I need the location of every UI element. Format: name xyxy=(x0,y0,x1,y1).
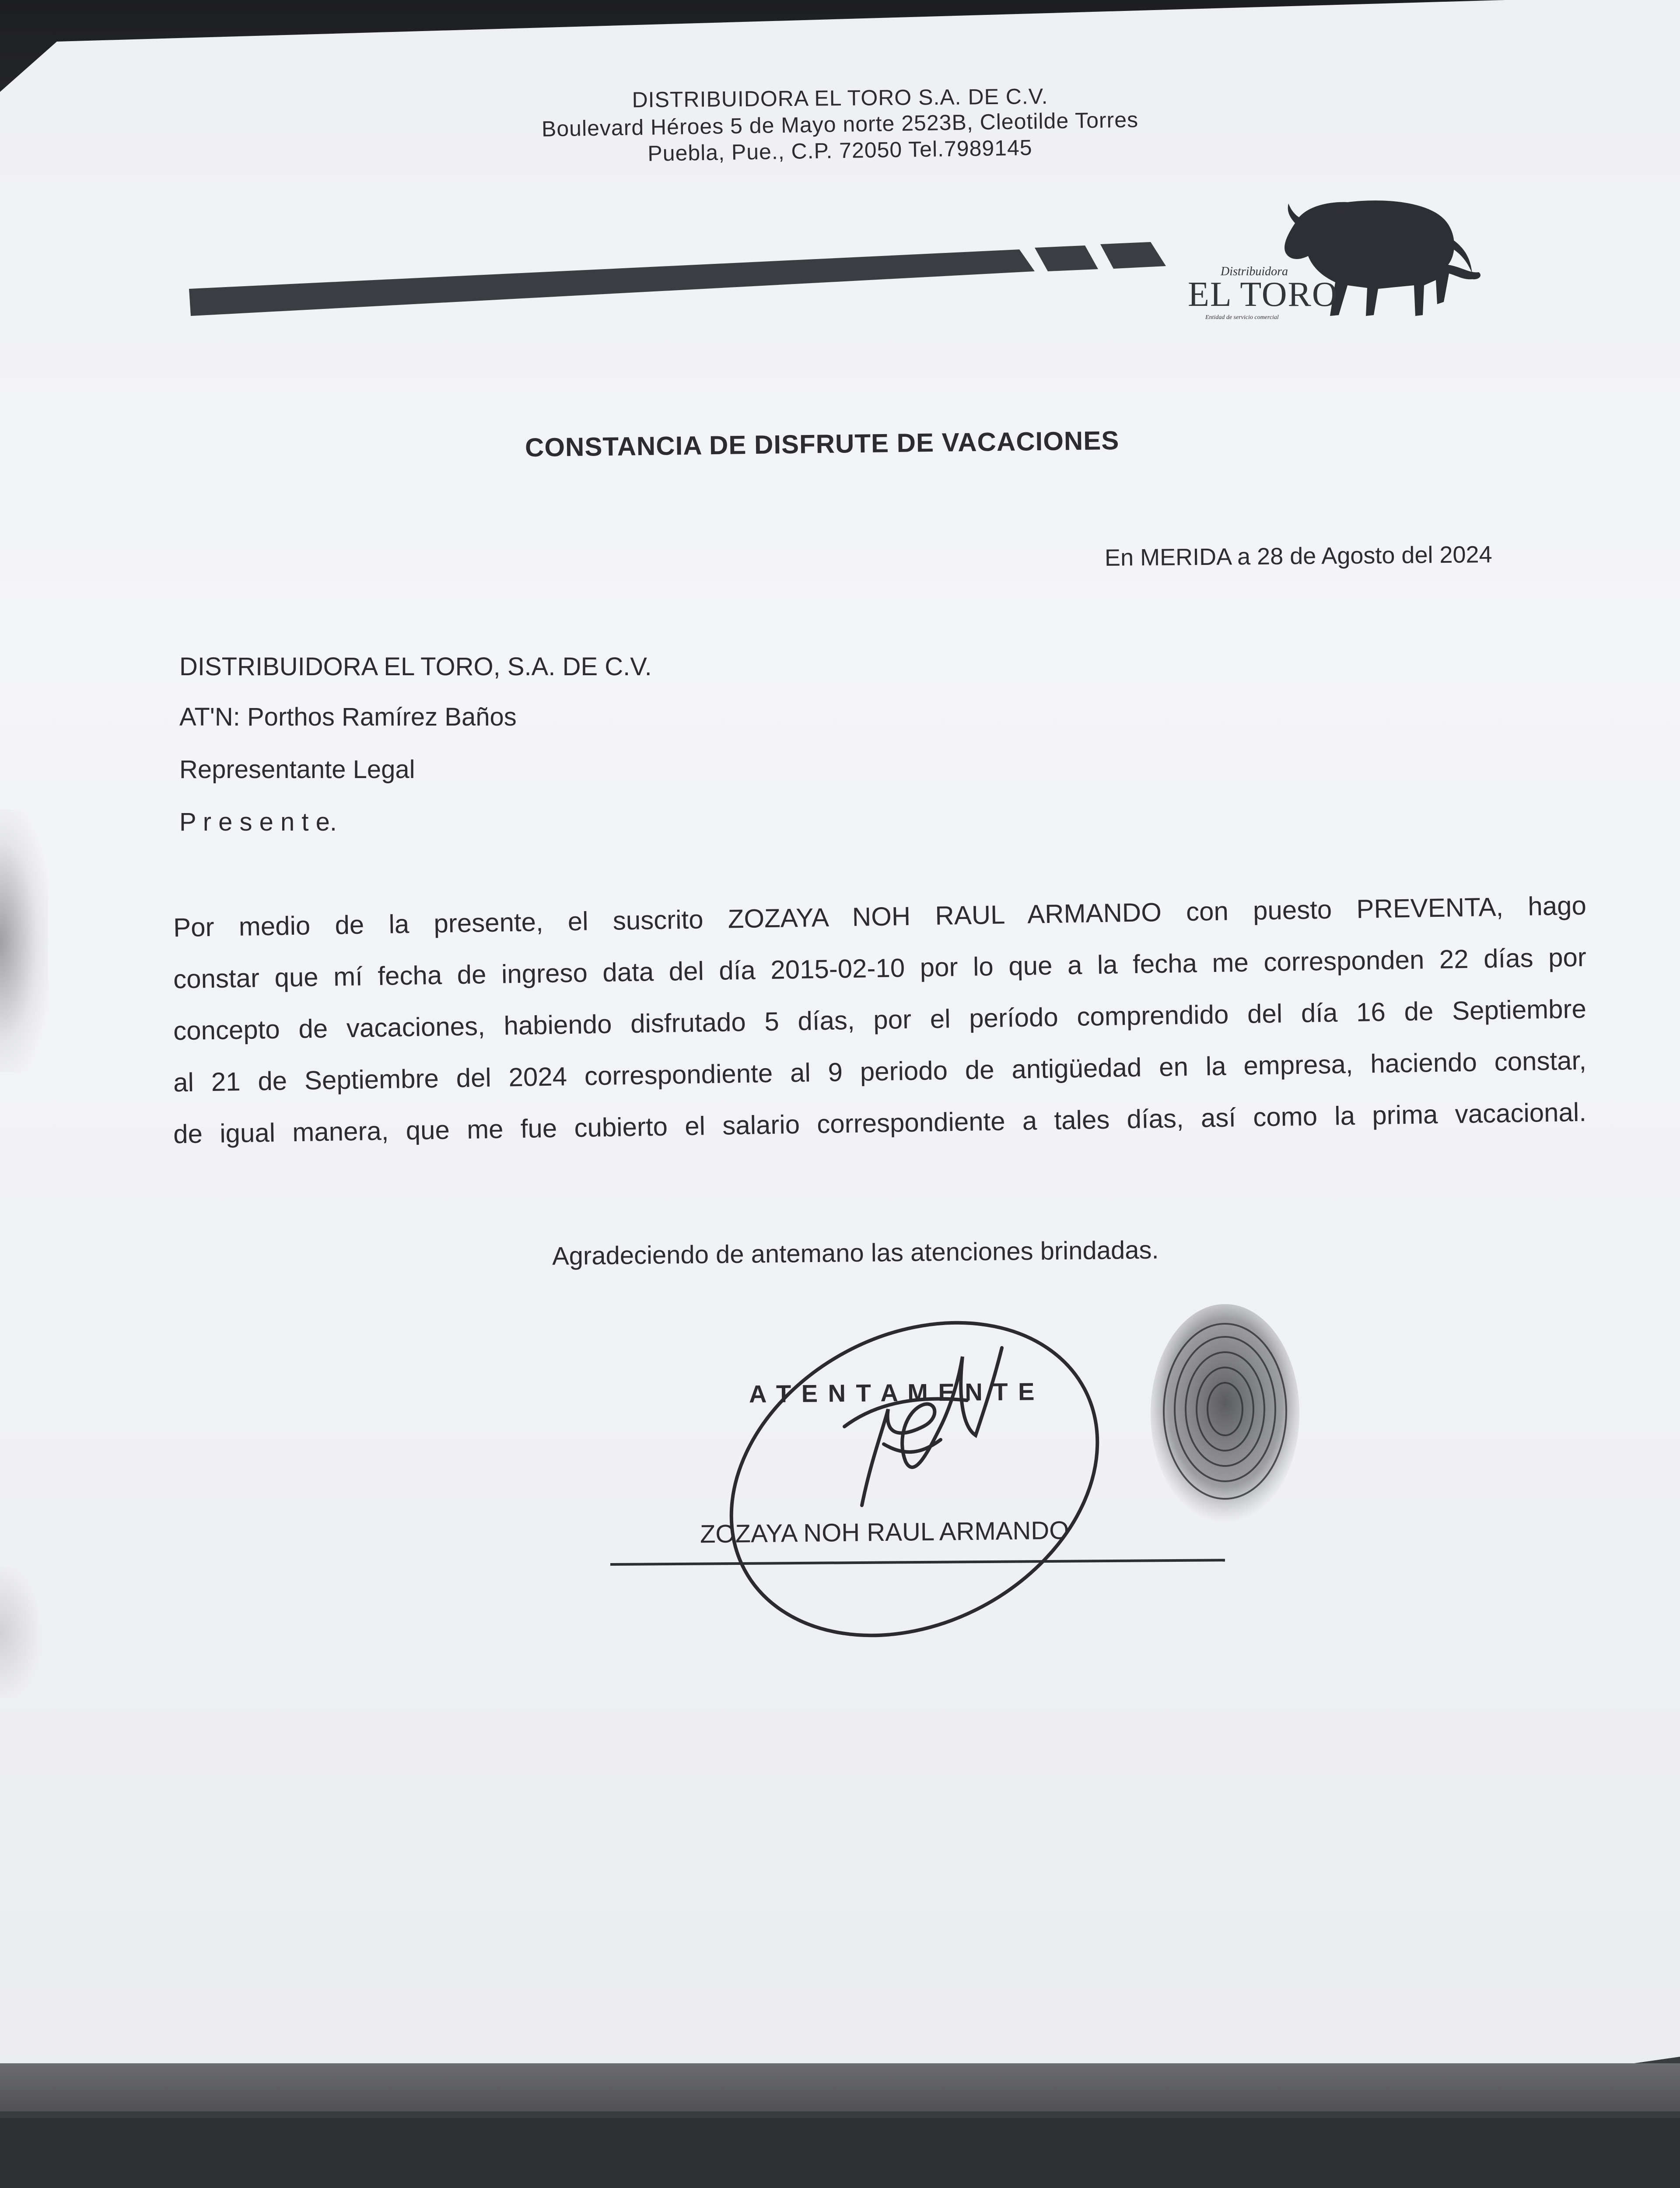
body-line-1: Por medio de la presente, el suscrito ZOZAYA NOH RAUL ARMANDO con puesto PREVENTA, hago xyxy=(173,891,1587,943)
body-line-3: concepto de vacaciones, habiendo disfrutado 5 días, por el período comprendido del día 16 de Septiembre xyxy=(173,994,1587,1046)
letterhead-address-line2: Puebla, Pue., C.P. 72050 Tel.7989145 xyxy=(647,135,1033,166)
header-stripe-block-1 xyxy=(1035,245,1098,271)
signature-name: ZOZAYA NOH RAUL ARMANDO xyxy=(700,1516,1069,1549)
header-stripe-block-2 xyxy=(1100,242,1166,269)
recipient-company: DISTRIBUIDORA EL TORO, S.A. DE C.V. xyxy=(179,652,652,681)
signature-label: A T E N T A M E N T E xyxy=(749,1378,1036,1408)
header-stripe-bar xyxy=(189,249,1035,316)
letterhead-address-line1: Boulevard Héroes 5 de Mayo norte 2523B, Cleotilde Torres xyxy=(541,107,1139,141)
logo-brand: EL TORO xyxy=(1188,275,1338,314)
page-shadow xyxy=(0,810,48,1072)
closing-line: Agradeciendo de antemano las atenciones brindadas. xyxy=(552,1235,1159,1271)
date-line: En MERIDA a 28 de Agosto del 2024 xyxy=(1104,541,1492,571)
background-surface-bottom xyxy=(0,2118,1680,2188)
letterhead-company: DISTRIBUIDORA EL TORO S.A. DE C.V. xyxy=(632,84,1048,112)
recipient-attention: AT'N: Porthos Ramírez Baños xyxy=(179,703,517,731)
page-bottom-stripe xyxy=(0,2063,1680,2111)
body-line-5: de igual manera, que me fue cubierto el salario correspondiente a tales días, así como la prima vacacional. xyxy=(173,1097,1587,1149)
document-title: CONSTANCIA DE DISFRUTE DE VACACIONES xyxy=(525,425,1120,463)
page-shadow-lower xyxy=(0,1567,39,1698)
recipient-presente: P r e s e n t e. xyxy=(179,808,337,836)
recipient-role: Representante Legal xyxy=(179,755,415,784)
logo-tagline: Entidad de servicio comercial xyxy=(1205,314,1279,321)
fingerprint-icon xyxy=(1138,1295,1312,1540)
logo-small-text: Distribuidora xyxy=(1221,265,1288,278)
body-line-2: constar que mí fecha de ingreso data del día 2015-02-10 por lo que a la fecha me corresponden 22 días por xyxy=(173,942,1587,994)
body-line-4: al 21 de Septiembre del 2024 correspondiente al 9 periodo de antigüedad en la empresa, haciendo constar, xyxy=(173,1045,1587,1098)
signature-scribble xyxy=(678,1295,1159,1689)
